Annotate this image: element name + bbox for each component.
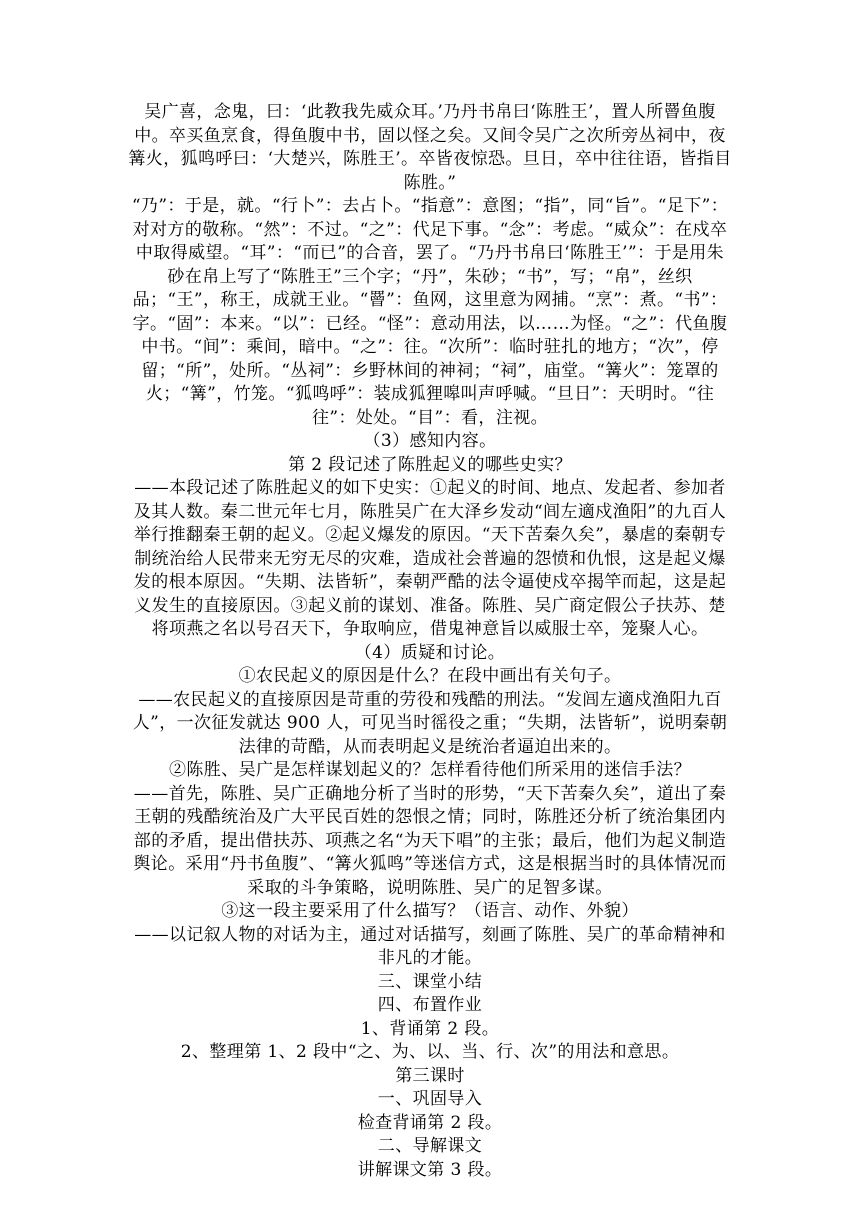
paragraph-answer: ——农民起义的直接原因是苛重的劳役和残酷的刑法。“发闾左適戍渔阳九百人”，一次征发就达 900 人，可见当时徭役之重；“失期，法皆斩”，说明秦朝法律的苛酷，从而表明起义是统治者逼迫出来的。 — [132, 689, 728, 757]
paragraph-answer: ——本段记述了陈胜起义的如下史实：①起义的时间、地点、发起者、参加者及其人数。秦二世元年七月，陈胜吴广在大泽乡发动“闾左適戍渔阳”的九百人举行推翻秦王朝的起义。②起义爆发的原因。“天下苦秦久矣”，暴虐的秦朝专制统治给人民带来无穷无尽的灾难，造成社会普遍的怨愤和仇恨，这是起义爆发的根本原因。“失期、法皆斩”，秦朝严酷的法令逼使戍卒揭竿而起，这是起义发生的直接原因。③起义前的谋划、准备。陈胜、吴广商定假公子扶苏、楚将项燕之名以号召天下，争取响应，借鬼神意旨以威服士卒，笼聚人心。 — [133, 478, 727, 639]
paragraph-question: 第 2 段记述了陈胜起义的哪些史实？ — [288, 454, 572, 475]
paragraph-text: 讲解课文第 3 段。 — [357, 1159, 503, 1180]
paragraph-section-heading: 一、巩固导入 — [377, 1089, 483, 1109]
document-body — [128, 101, 732, 1182]
paragraph-homework-item: 2、整理第 1、2 段中“之、为、以、当、行、次”的用法和意思。 — [180, 1042, 680, 1062]
paragraph-heading-discussion: （4）质疑和讨论。 — [354, 642, 506, 663]
paragraph-text: 检查背诵第 2 段。 — [357, 1112, 503, 1133]
paragraph-section-heading: 三、课堂小结 — [377, 971, 483, 992]
paragraph-question: ③这一段主要采用了什么描写？（语言、动作、外貌） — [221, 901, 639, 921]
paragraph-heading-perceive: （3）感知内容。 — [363, 431, 497, 451]
paragraph-question: ①农民起义的原因是什么？在段中画出有关句子。 — [238, 666, 622, 686]
paragraph-lesson-title: 第三课时 — [395, 1065, 465, 1086]
paragraph-answer: ——以记叙人物的对话为主，通过对话描写，刻画了陈胜、吴广的革命精神和非凡的才能。 — [134, 924, 726, 968]
paragraph-annotations: “乃”：于是，就。“行卜”：去占卜。“指意”：意图；“指”，同“旨”。“足下”：对对方的敬称。“然”：不过。“之”：代足下事。“念”：考虑。“威众”：在戍卒中取得威望。“耳”：“而已”的合音，罢了。“乃丹书帛曰‘陈胜王’”：于是用朱砂在帛上写了“陈胜王”三个字；“丹”，朱砂；“书”，写；“帛”，丝织品；“王”，称王，成就王业。“罾”：鱼网，这里意为网捕。“烹”：煮。“书”：字。“固”：本来。“以”：已经。“怪”：意动用法，以……为怪。“之”：代鱼腹中书。“间”：乘间，暗中。“之”：往。“次所”：临时驻扎的地方；“次”，停留；“所”，处所。“丛祠”：乡野林间的神祠；“祠”，庙堂。“篝火”：笼罩的火；“篝”，竹笼。“狐鸣呼”：装成狐狸嗥叫声呼喊。“旦日”：天明时。“往往”：处处。“目”：看，注视。 — [131, 196, 729, 428]
paragraph-story-text: 吴广喜，念鬼，曰：‘此教我先威众耳。’乃丹书帛曰‘陈胜王’，置人所罾鱼腹中。卒买鱼烹食，得鱼腹中书，固以怪之矣。又间令吴广之次所旁丛祠中，夜篝火，狐鸣呼曰：‘大楚兴，陈胜王’。卒皆夜惊恐。旦日，卒中往往语，皆指目陈胜。” — [128, 102, 732, 193]
paragraph-answer: ——首先，陈胜、吴广正确地分析了当时的形势，“天下苦秦久矣”，道出了秦王朝的残酷统治及广大平民百姓的怨恨之情；同时，陈胜还分析了统治集团内部的矛盾，提出借扶苏、项燕之名“为天下唱”的主张；最后，他们为起义制造舆论。采用“丹书鱼腹”、“篝火狐鸣”等迷信方式，这是根据当时的具体情况而采取的斗争策略，说明陈胜、吴广的足智多谋。 — [133, 783, 727, 898]
paragraph-homework-item: 1、背诵第 2 段。 — [360, 1018, 500, 1039]
paragraph-section-heading: 四、布置作业 — [377, 995, 483, 1015]
paragraph-section-heading: 二、导解课文 — [377, 1136, 483, 1156]
paragraph-question: ②陈胜、吴广是怎样谋划起义的？怎样看待他们所采用的迷信手法？ — [169, 760, 691, 780]
